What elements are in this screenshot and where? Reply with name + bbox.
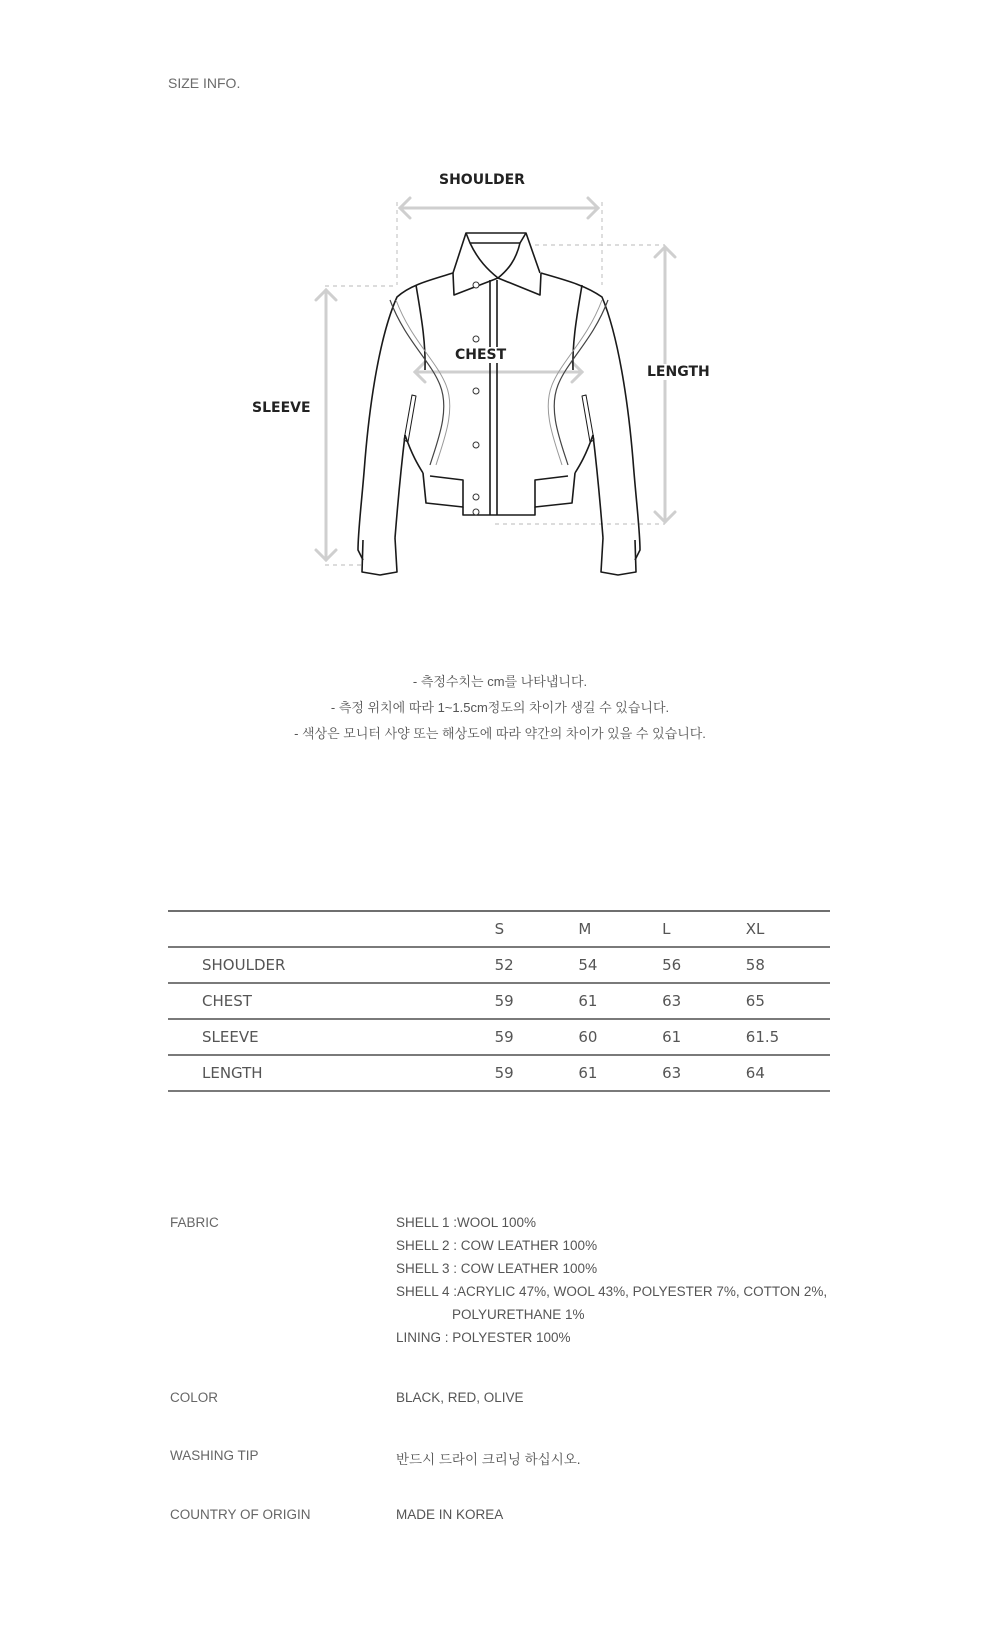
fabric-composition <box>396 1211 827 1349</box>
cell: 61 <box>578 1064 598 1082</box>
fabric-line: SHELL 3 : COW LEATHER 100% <box>396 1261 598 1276</box>
measure-arrows <box>316 198 675 560</box>
sleeve-label: SLEEVE <box>252 400 311 416</box>
chest-label: CHEST <box>455 347 507 363</box>
cell: 61 <box>578 992 598 1010</box>
table-row <box>168 1055 830 1091</box>
note-line: - 측정 위치에 따라 1~1.5cm정도의 차이가 생길 수 있습니다. <box>330 700 670 715</box>
cell: 60 <box>578 1028 598 1046</box>
note-line: - 측정수치는 cm를 나타냅니다. <box>412 674 588 689</box>
table-row <box>168 947 830 983</box>
cell: 61 <box>662 1028 682 1046</box>
page-title: SIZE INFO. <box>168 75 241 91</box>
fabric-line: POLYURETHANE 1% <box>452 1307 585 1322</box>
header-cell: XL <box>745 920 765 938</box>
cell: 59 <box>494 1028 514 1046</box>
color-label: COLOR <box>170 1390 219 1405</box>
table-row <box>168 1019 830 1055</box>
row-label: LENGTH <box>202 1064 263 1082</box>
row-label: CHEST <box>202 992 252 1010</box>
table-row <box>168 983 830 1019</box>
fabric-line: SHELL 1 :WOOL 100% <box>396 1215 537 1230</box>
note-line: - 색상은 모니터 사양 또는 해상도에 따라 약간의 차이가 있을 수 있습니다. <box>294 726 706 741</box>
size-table <box>168 910 830 1092</box>
size-diagram <box>240 160 740 580</box>
cell: 63 <box>662 992 682 1010</box>
cell: 58 <box>745 956 765 974</box>
cell: 52 <box>494 956 514 974</box>
header-cell <box>168 911 495 947</box>
length-label: LENGTH <box>647 364 710 380</box>
cell: 63 <box>662 1064 682 1082</box>
washing-tip-value: 반드시 드라이 크리닝 하십시오. <box>396 1452 581 1467</box>
color-value: BLACK, RED, OLIVE <box>396 1390 524 1405</box>
guide-lines <box>325 202 665 565</box>
cell: 64 <box>745 1064 765 1082</box>
origin-label: COUNTRY OF ORIGIN <box>170 1507 311 1522</box>
header-cell: M <box>578 920 592 938</box>
header-cell: S <box>494 920 505 938</box>
row-label: SHOULDER <box>202 956 286 974</box>
buttons <box>473 282 479 515</box>
cell: 56 <box>662 956 682 974</box>
fabric-line: SHELL 2 : COW LEATHER 100% <box>396 1238 598 1253</box>
header-cell: L <box>662 920 671 938</box>
fabric-line: SHELL 4 :ACRYLIC 47%, WOOL 43%, POLYESTER 7%, COTTON 2%, <box>396 1284 828 1299</box>
row-label: SLEEVE <box>202 1028 259 1046</box>
shoulder-label: SHOULDER <box>439 172 525 188</box>
washing-tip-label: WASHING TIP <box>170 1448 259 1463</box>
measurement-notes <box>0 672 1000 750</box>
table-header-row <box>168 911 830 947</box>
origin-value: MADE IN KOREA <box>396 1507 504 1522</box>
cell: 59 <box>494 1064 514 1082</box>
cell: 61.5 <box>745 1028 780 1046</box>
cell: 65 <box>745 992 765 1010</box>
fabric-line: LINING : POLYESTER 100% <box>396 1330 571 1345</box>
cell: 54 <box>578 956 598 974</box>
cell: 59 <box>494 992 514 1010</box>
fabric-label: FABRIC <box>170 1215 219 1230</box>
